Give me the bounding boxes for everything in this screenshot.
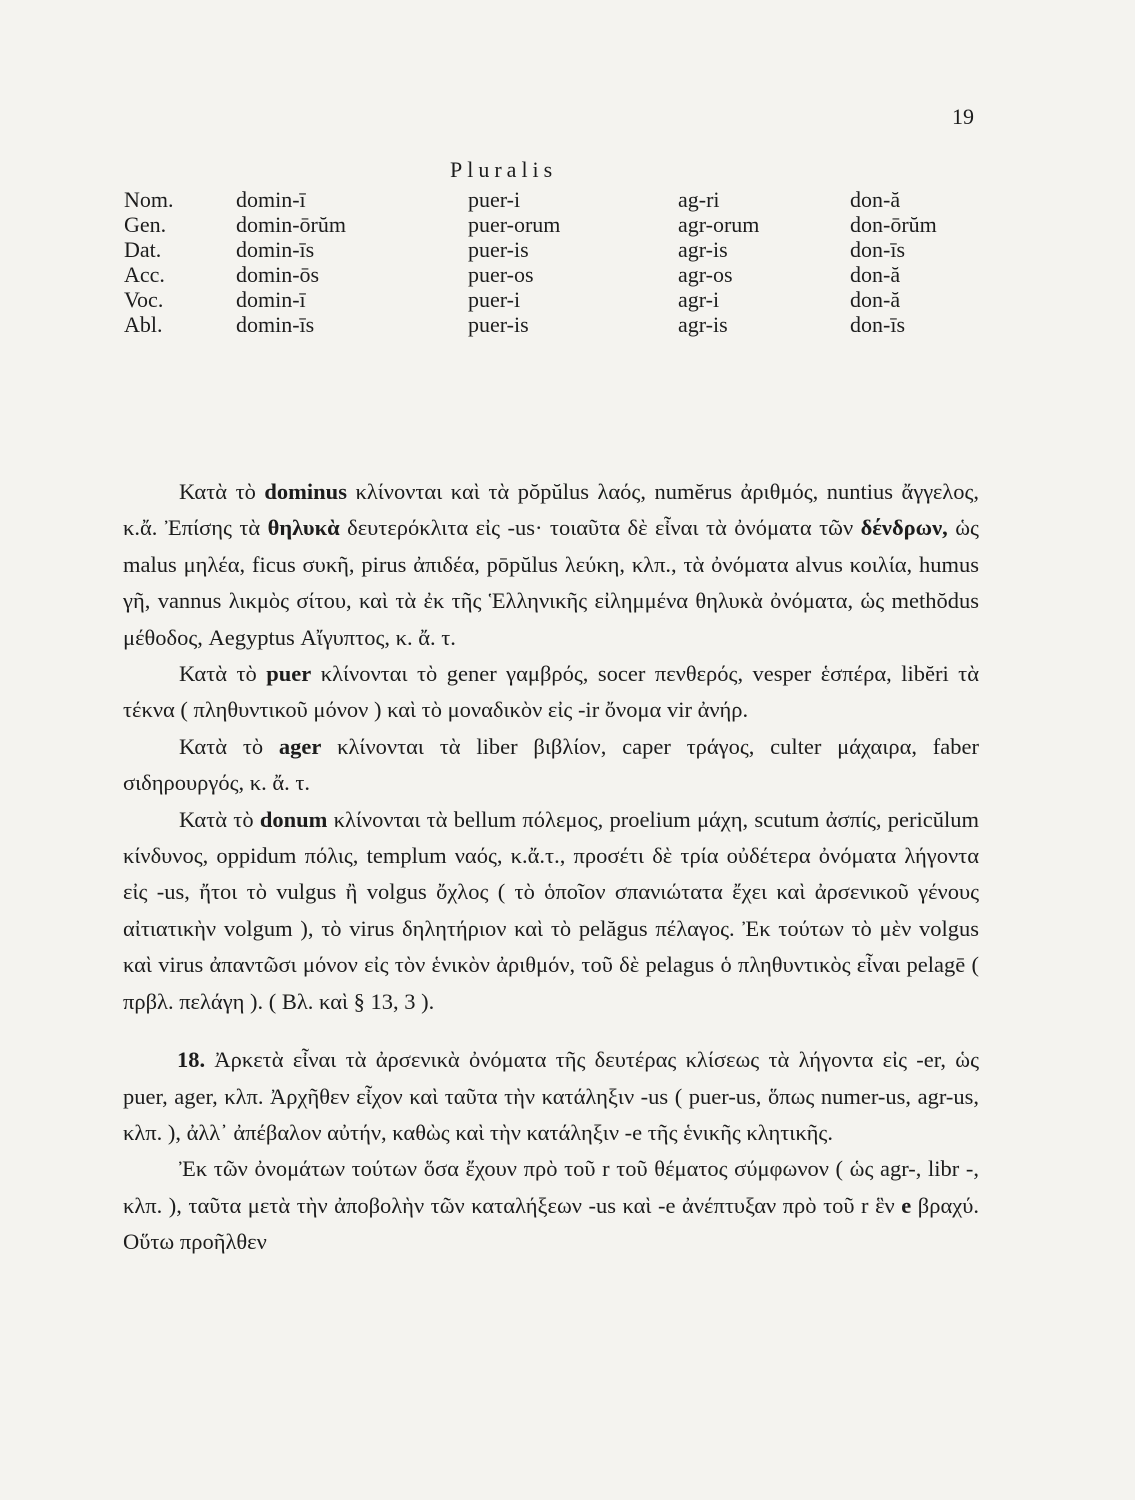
case-label: Voc. (124, 287, 164, 312)
table-row (124, 287, 937, 312)
table-row (124, 212, 937, 237)
table-row (124, 187, 937, 212)
section-number: 18. (177, 1047, 206, 1073)
form-dominus: domin-ī (236, 187, 306, 212)
paragraph-consonant-stems: Ἐκ τῶν ὀνομάτων τούτων ὅσα ἔχουν πρὸ τοῦ r τοῦ θέματος σύμφωνον ( ὡς agr-, libr -, κλπ. ), ταῦτα μετὰ τὴν ἀποβολὴν τῶν καταλήξεων -us καὶ -e ἀνέπτυξαν πρὸ τοῦ r ἓν e βραχύ. Οὕτω προῆλθεν (123, 1156, 980, 1255)
paragraph-ager: Κατὰ τὸ ager κλίνονται τὰ liber βιβλίον, caper τράγος, culter μάχαιρα, faber σιδηρουργός, κ. ἄ. τ. (123, 733, 980, 796)
case-label: Dat. (124, 237, 162, 262)
form-ager: agr-os (678, 262, 733, 287)
form-donum: don-ă (850, 262, 901, 287)
form-ager: agr-is (678, 312, 728, 337)
form-dominus: domin-ōrŭm (236, 212, 346, 237)
form-puer: puer-i (468, 287, 521, 312)
form-donum: don-ă (850, 187, 901, 212)
form-puer: puer-is (468, 312, 529, 337)
section-title: Pluralis (450, 157, 558, 182)
paragraph-donum: Κατὰ τὸ donum κλίνονται τὰ bellum πόλεμος, proelium μάχη, scutum ἀσπίς, pericŭlum κίνδυνος, oppidum πόλις, templum ναός, κ.ἄ.τ., προσέτι δὲ τρία οὐδέτερα ὀνόματα λήγοντα εἰς -us, ἤτοι τὸ vulgus ἢ volgus ὄχλος ( τὸ ὁποῖον σπανιώτατα ἔχει καὶ ἀρσενικοῦ γένους αἰτιατικὴν volgum ), τὸ virus δηλητήριον καὶ τὸ pelăgus πέλαγος. Ἐκ τούτων τὸ μὲν volgus καὶ virus ἀπαντῶσι μόνον εἰς τὸν ἑνικὸν ἀριθμόν, τοῦ δὲ pelagus ὁ πληθυντικὸς εἶναι pelagē ( πρβλ. πελάγη ). ( Βλ. καὶ § 13, 3 ). (123, 806, 979, 1014)
form-ager: agr-orum (678, 212, 760, 237)
case-label: Nom. (124, 187, 174, 212)
form-dominus: domin-īs (236, 312, 315, 337)
form-puer: puer-is (468, 237, 529, 262)
form-puer: puer-i (468, 187, 521, 212)
body-text (123, 452, 979, 1261)
form-puer: puer-os (468, 262, 534, 287)
form-donum: don-īs (850, 312, 905, 337)
table-row (124, 237, 937, 262)
form-dominus: domin-ōs (236, 262, 320, 287)
paragraph-puer: Κατὰ τὸ puer κλίνονται τὸ gener γαμβρός, socer πενθερός, vesper ἑσπέρα, libĕri τὰ τέκνα ( πληθυντικοῦ μόνον ) καὶ τὸ μοναδικὸν εἰς -ir ὄνομα vir ἀνήρ. (123, 661, 979, 723)
paragraph-dominus: Κατὰ τὸ dominus κλίνονται καὶ τὰ pŏpŭlus λαός, numĕrus ἀριθμός, nuntius ἄγγελος, κ.ἄ. Ἐπίσης τὰ θηλυκὰ δευτερόκλιτα εἰς -us· τοιαῦτα δὲ εἶναι τὰ ὀνόματα τῶν δένδρων, ὡς malus μηλέα, ficus συκῆ, pirus ἀπιδέα, pōpŭlus λεύκη, κλπ., τὰ ὀνόματα alvus κοιλία, humus γῆ, vannus λικμὸς σίτου, καὶ τὰ ἐκ τῆς Ἑλληνικῆς εἰλημμένα θηλυκὰ ὀνόματα, ὡς methŏdus μέθοδος, Aegyptus Αἴγυπτος, κ. ἄ. τ. (123, 479, 979, 650)
table-row (124, 312, 937, 337)
table-row (124, 262, 937, 287)
form-donum: don-īs (850, 237, 905, 262)
plural-declension-table (124, 187, 937, 337)
case-label: Acc. (124, 262, 165, 287)
form-donum: don-ōrŭm (850, 212, 937, 237)
paragraph-18: 18. Ἀρκετὰ εἶναι τὰ ἀρσενικὰ ὀνόματα τῆς δευτέρας κλίσεως τὰ λήγοντα εἰς -er, ὡς puer, ager, κλπ. Ἀρχῆθεν εἶχον καὶ ταῦτα τὴν κατάληξιν -us ( puer-us, ὅπως numer-us, agr-us, κλπ. ), ἀλλ᾽ ἀπέβαλον αὐτήν, καθὼς καὶ τὴν κατάληξιν -e τῆς ἑνικῆς κλητικῆς. (123, 1047, 979, 1145)
form-puer: puer-orum (468, 212, 561, 237)
form-ager: ag-ri (678, 187, 720, 212)
form-donum: don-ă (850, 287, 901, 312)
form-dominus: domin-īs (236, 237, 315, 262)
page-number: 19 (952, 104, 974, 129)
case-label: Gen. (124, 212, 167, 237)
form-dominus: domin-ī (236, 287, 306, 312)
form-ager: agr-is (678, 237, 728, 262)
form-ager: agr-i (678, 287, 720, 312)
case-label: Abl. (124, 312, 163, 337)
